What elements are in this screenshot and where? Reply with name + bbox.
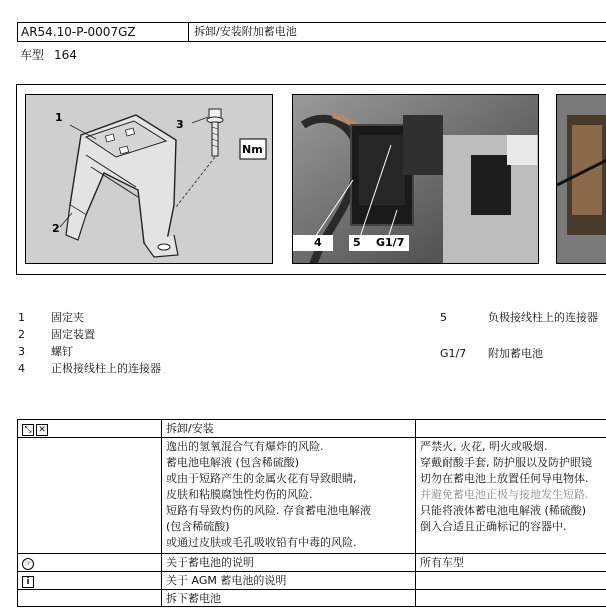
- info-icon: i: [22, 576, 34, 588]
- info-icon-cell: [18, 572, 162, 590]
- hand-pointer-icon: ☞: [23, 559, 33, 569]
- detail-photo-drawing: [557, 95, 606, 264]
- table-row: [18, 554, 606, 572]
- table-row: [18, 420, 606, 438]
- danger-line: 蓄电池电解液 (包含稀硫酸): [166, 456, 300, 469]
- legend-num: 3: [18, 345, 25, 358]
- procedure-table: [17, 419, 606, 607]
- precaution-line: 切勿在蓄电池上放置任何导电物体.: [420, 472, 589, 485]
- legend-text: 固定装置: [51, 328, 95, 341]
- legend-num: 1: [18, 311, 25, 324]
- legend-num: 2: [18, 328, 25, 341]
- tool-icons-cell: [18, 420, 162, 438]
- table-row: [18, 438, 606, 554]
- expand-icon: ⤡: [22, 424, 34, 436]
- step-number-cell: [18, 590, 162, 607]
- legend-num: G1/7: [440, 347, 467, 359]
- table-cell: [416, 590, 606, 607]
- table-cell: 拆卸/安装: [162, 420, 416, 438]
- legend-text: 螺钉: [51, 345, 73, 358]
- table-cell[interactable]: 关于蓄电池的说明: [162, 554, 416, 572]
- model-value: 164: [54, 48, 77, 62]
- table-row: [18, 572, 606, 590]
- danger-line: 或由于短路产生的金属火花有导致眼睛,: [166, 472, 357, 485]
- danger-line: 或通过皮肤或毛孔吸收铅有中毒的风险.: [166, 536, 357, 549]
- precaution-line: 严禁火, 火花, 明火或吸烟.: [420, 440, 548, 453]
- legend-num: 4: [18, 362, 25, 375]
- table-row: [18, 590, 606, 607]
- legend-text: 固定夹: [51, 311, 84, 324]
- legend-text: 负极接线柱上的连接器: [488, 311, 598, 324]
- danger-text-cell: [162, 438, 416, 554]
- callout-g1-7: G1/7: [376, 236, 405, 249]
- table-cell: [416, 420, 606, 438]
- precaution-line: 只能将液体蓄电池电解液 (稀硫酸): [420, 504, 587, 517]
- model-label: 车型: [20, 48, 45, 62]
- danger-line: (包含稀硫酸): [166, 520, 230, 533]
- legend-text: 附加蓄电池: [488, 347, 543, 359]
- document-title: 拆卸/安装附加蓄电池: [188, 22, 606, 42]
- table-cell: 所有车型: [416, 554, 606, 572]
- document-id: AR54.10-P-0007GZ: [17, 22, 189, 42]
- note-icon-cell: [18, 554, 162, 572]
- warning-icon-cell: [18, 438, 162, 554]
- precaution-line: 并避免蓄电池正极与接地发生短路.: [420, 488, 589, 501]
- danger-line: 短路有导致灼伤的风险. 存食蓄电池电解液: [166, 504, 371, 517]
- table-cell: 拆下蓄电池: [162, 590, 416, 607]
- callout-4: 4: [314, 236, 322, 249]
- callout-2: 2: [52, 222, 60, 235]
- precaution-text-cell: [416, 438, 606, 554]
- battery-photo-drawing: [293, 95, 539, 264]
- legend-right: [440, 309, 606, 359]
- legend-left: [18, 309, 218, 379]
- torque-nm-label: Nm: [242, 143, 263, 156]
- precaution-line: 穿戴耐酸手套, 防护服以及防护眼镜: [420, 456, 592, 469]
- table-cell: [416, 572, 606, 590]
- vehicle-model: [20, 46, 77, 63]
- precaution-line: 倒入合适且正确标记的容器中.: [420, 520, 567, 533]
- callout-5: 5: [353, 236, 361, 249]
- legend-text: 正极接线柱上的连接器: [51, 362, 161, 375]
- danger-line: 皮肤和粘膜腐蚀性灼伤的风险.: [166, 488, 313, 501]
- callout-3: 3: [176, 118, 184, 131]
- legend-num: 5: [440, 311, 447, 324]
- danger-line: 逸出的氢氧混合气有爆炸的风险.: [166, 440, 324, 453]
- bracket-drawing: [26, 95, 273, 264]
- collapse-icon: ✕: [36, 424, 48, 436]
- callout-1: 1: [55, 111, 63, 124]
- battery-photo: [292, 94, 539, 264]
- detail-photo: [556, 94, 606, 264]
- table-cell[interactable]: 关于 AGM 蓄电池的说明: [162, 572, 416, 590]
